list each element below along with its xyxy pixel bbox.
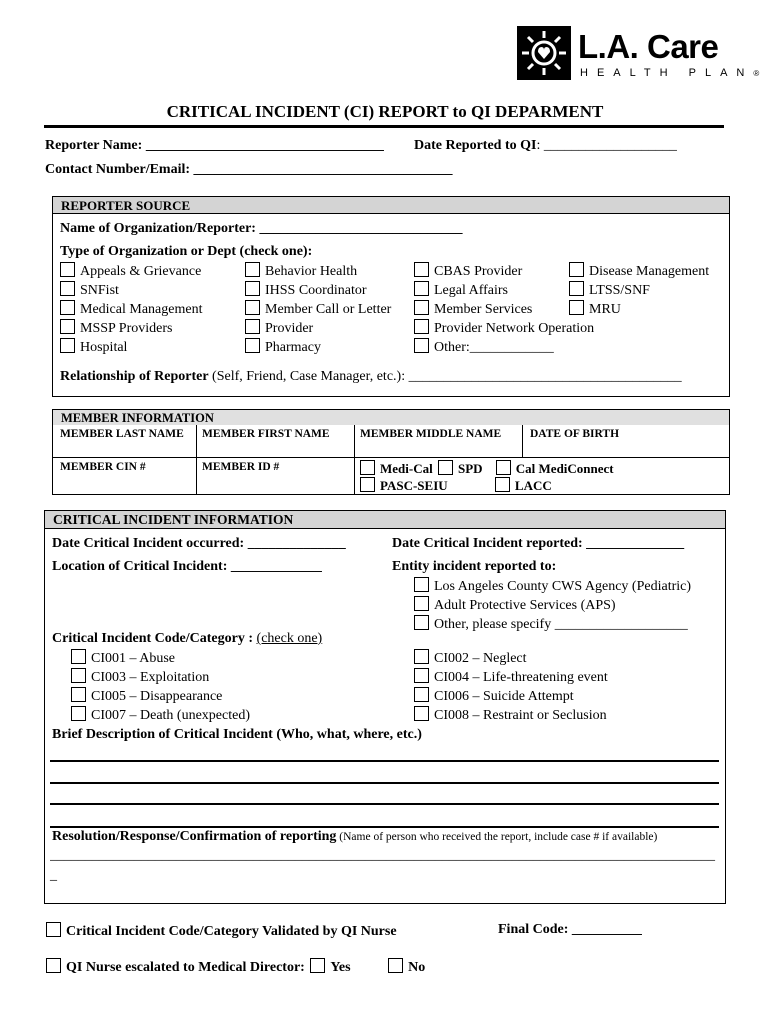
- pasc-seiu-option[interactable]: PASC-SEIU: [360, 478, 448, 493]
- checkbox[interactable]: [569, 300, 584, 315]
- plan-options: [360, 460, 614, 494]
- entity-option[interactable]: Other, please specify ___________________: [414, 615, 691, 634]
- description-label: Brief Description of Critical Incident (Who, what, where, etc.): [52, 727, 422, 742]
- codes-right: [414, 649, 608, 725]
- checkbox[interactable]: [71, 706, 86, 721]
- checkbox[interactable]: [60, 262, 75, 277]
- code-option[interactable]: CI007 – Death (unexpected): [71, 706, 250, 725]
- org-type-col2: [245, 262, 391, 357]
- code-option[interactable]: CI003 – Exploitation: [71, 668, 250, 687]
- member-id-header: MEMBER ID #: [202, 461, 280, 473]
- org-option[interactable]: Legal Affairs: [414, 281, 594, 300]
- code-option[interactable]: CI005 – Disappearance: [71, 687, 250, 706]
- checkbox[interactable]: [360, 460, 375, 475]
- checkbox[interactable]: [46, 922, 61, 937]
- escalated-row: [46, 958, 425, 976]
- checkbox[interactable]: [414, 577, 429, 592]
- org-option[interactable]: CBAS Provider: [414, 262, 594, 281]
- checkbox[interactable]: [60, 338, 75, 353]
- lacc-option[interactable]: LACC: [495, 478, 552, 493]
- checkbox[interactable]: [71, 668, 86, 683]
- checkbox[interactable]: [496, 460, 511, 475]
- org-option[interactable]: SNFist: [60, 281, 202, 300]
- critical-incident-heading: CRITICAL INCIDENT INFORMATION: [45, 511, 725, 529]
- org-option[interactable]: Member Services: [414, 300, 594, 319]
- checkbox[interactable]: [414, 687, 429, 702]
- checkbox[interactable]: [71, 649, 86, 664]
- org-option[interactable]: Pharmacy: [245, 338, 391, 357]
- title-rule: [44, 125, 724, 128]
- member-first-name-header: MEMBER FIRST NAME: [202, 428, 330, 440]
- org-option[interactable]: Disease Management: [569, 262, 709, 281]
- checkbox[interactable]: [245, 300, 260, 315]
- checkbox[interactable]: [60, 319, 75, 334]
- checkbox[interactable]: [245, 262, 260, 277]
- reporter-source-heading: REPORTER SOURCE: [53, 197, 729, 214]
- reporter-name-field[interactable]: Reporter Name: __________________________________: [45, 138, 384, 153]
- checkbox[interactable]: [414, 300, 429, 315]
- org-option[interactable]: Member Call or Letter: [245, 300, 391, 319]
- organization-name-field[interactable]: Name of Organization/Reporter: _____________________________: [60, 221, 463, 236]
- resolution-line[interactable]: _______________________________________________________________________________________________: [50, 848, 715, 863]
- location-field[interactable]: Location of Critical Incident: _____________: [52, 559, 322, 574]
- org-type-col4: [569, 262, 709, 319]
- code-option[interactable]: CI001 – Abuse: [71, 649, 250, 668]
- checkbox[interactable]: [414, 262, 429, 277]
- checkbox[interactable]: [414, 319, 429, 334]
- resolution-label: Resolution/Response/Confirmation of reporting (Name of person who received the report, include case # if available): [52, 829, 658, 844]
- code-option[interactable]: CI002 – Neglect: [414, 649, 608, 668]
- checkbox[interactable]: [360, 477, 375, 492]
- checkbox[interactable]: [245, 281, 260, 296]
- checkbox[interactable]: [414, 706, 429, 721]
- entity-option[interactable]: Adult Protective Services (APS): [414, 596, 691, 615]
- logo-name: L.A. Care: [578, 28, 719, 65]
- checkbox[interactable]: [569, 262, 584, 277]
- date-incident-reported-field[interactable]: Date Critical Incident reported: ______________: [392, 536, 685, 551]
- code-option[interactable]: CI006 – Suicide Attempt: [414, 687, 608, 706]
- logo-mark: [517, 26, 571, 80]
- escalated-option[interactable]: QI Nurse escalated to Medical Director:: [46, 960, 305, 975]
- entity-options: [414, 577, 691, 634]
- checkbox[interactable]: [495, 477, 510, 492]
- checkbox[interactable]: [414, 615, 429, 630]
- member-middle-name-header: MEMBER MIDDLE NAME: [360, 428, 502, 440]
- date-reported-field[interactable]: Date Reported to QI: ___________________: [414, 138, 677, 153]
- page-title: CRITICAL INCIDENT (CI) REPORT to QI DEPARMENT: [166, 102, 604, 121]
- checkbox[interactable]: [414, 281, 429, 296]
- org-type-label: Type of Organization or Dept (check one):: [60, 244, 313, 259]
- description-line[interactable]: [50, 782, 719, 784]
- org-option[interactable]: Behavior Health: [245, 262, 391, 281]
- medical-option[interactable]: Medi-Cal: [360, 461, 433, 476]
- yes-option[interactable]: Yes: [310, 960, 350, 975]
- code-option[interactable]: CI008 – Restraint or Seclusion: [414, 706, 608, 725]
- org-option[interactable]: Hospital: [60, 338, 202, 357]
- org-option[interactable]: Provider: [245, 319, 391, 338]
- description-line[interactable]: [50, 803, 719, 805]
- validated-option[interactable]: Critical Incident Code/Category Validated by QI Nurse: [46, 922, 397, 940]
- checkbox[interactable]: [438, 460, 453, 475]
- no-option[interactable]: No: [388, 960, 425, 975]
- org-option[interactable]: IHSS Coordinator: [245, 281, 391, 300]
- checkbox[interactable]: [388, 958, 403, 973]
- relationship-field[interactable]: Relationship of Reporter (Self, Friend, Case Manager, etc.): _______________________________________: [60, 369, 682, 384]
- member-information-heading: MEMBER INFORMATION: [53, 410, 729, 425]
- member-cin-header: MEMBER CIN #: [60, 461, 146, 473]
- checkbox[interactable]: [414, 338, 429, 353]
- checkbox[interactable]: [414, 668, 429, 683]
- org-type-col3: [414, 262, 594, 357]
- checkbox[interactable]: [414, 596, 429, 611]
- checkbox[interactable]: [310, 958, 325, 973]
- cal-mediconnect-option[interactable]: Cal MediConnect: [496, 461, 614, 476]
- checkbox[interactable]: [60, 281, 75, 296]
- org-option[interactable]: LTSS/SNF: [569, 281, 709, 300]
- logo-subtitle: HEALTH PLAN®: [580, 67, 760, 79]
- date-of-birth-header: DATE OF BIRTH: [530, 428, 620, 440]
- description-line[interactable]: [50, 826, 719, 828]
- codes-left: [71, 649, 250, 725]
- description-line[interactable]: [50, 760, 719, 762]
- org-option[interactable]: Medical Management: [60, 300, 202, 319]
- date-occurred-field[interactable]: Date Critical Incident occurred: ______________: [52, 536, 346, 551]
- org-option[interactable]: MSSP Providers: [60, 319, 202, 338]
- entity-option[interactable]: Los Angeles County CWS Agency (Pediatric): [414, 577, 691, 596]
- resolution-line-end[interactable]: _: [50, 868, 57, 883]
- entity-label: Entity incident reported to:: [392, 559, 557, 574]
- checkbox[interactable]: [245, 319, 260, 334]
- checkbox[interactable]: [60, 300, 75, 315]
- spd-option[interactable]: SPD: [438, 461, 483, 476]
- code-option[interactable]: CI004 – Life-threatening event: [414, 668, 608, 687]
- final-code-field[interactable]: Final Code: __________: [498, 922, 642, 937]
- checkbox[interactable]: [46, 958, 61, 973]
- checkbox[interactable]: [569, 281, 584, 296]
- checkbox[interactable]: [71, 687, 86, 702]
- org-option[interactable]: Provider Network Operation: [414, 319, 594, 338]
- checkbox[interactable]: [414, 649, 429, 664]
- member-last-name-header: MEMBER LAST NAME: [60, 428, 184, 440]
- org-type-col1: [60, 262, 202, 357]
- checkbox[interactable]: [245, 338, 260, 353]
- org-option[interactable]: Other:____________: [414, 338, 594, 357]
- org-option[interactable]: MRU: [569, 300, 709, 319]
- code-category-label: Critical Incident Code/Category : (check one): [52, 631, 323, 646]
- org-option[interactable]: Appeals & Grievance: [60, 262, 202, 281]
- sun-heart-icon: [517, 26, 571, 80]
- contact-field[interactable]: Contact Number/Email: _____________________________________: [45, 162, 453, 177]
